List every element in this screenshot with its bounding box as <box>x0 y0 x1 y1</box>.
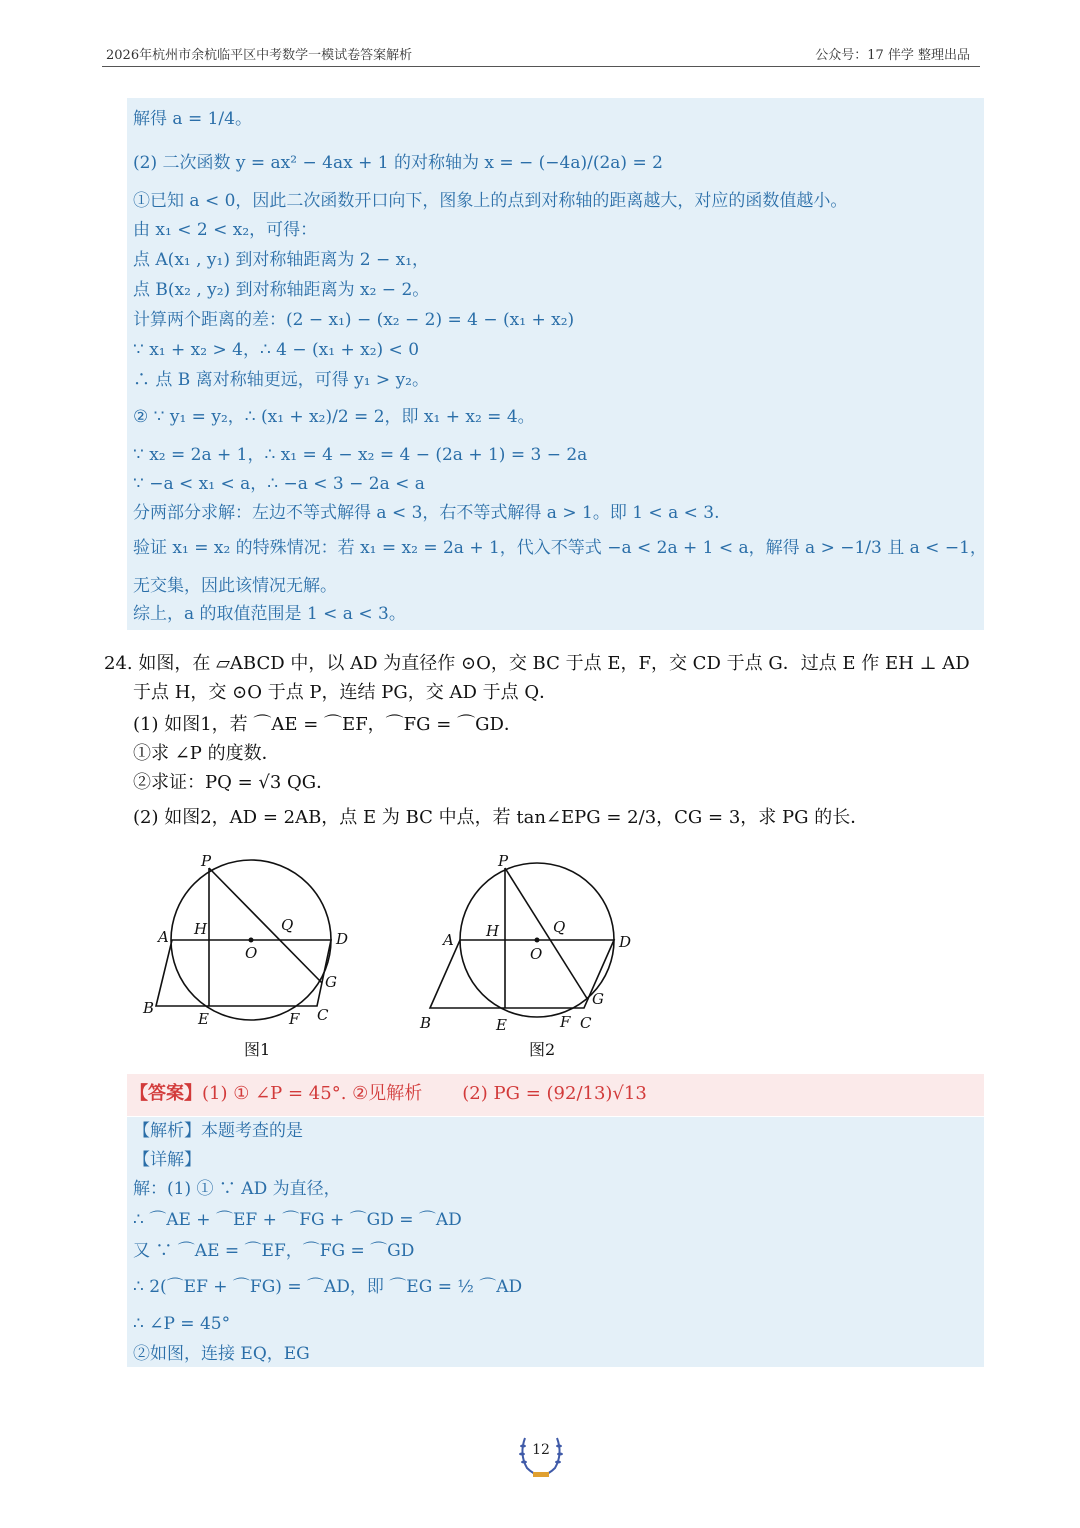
line-pg <box>505 868 588 1000</box>
label-b: B <box>143 999 155 1017</box>
label-a: A <box>443 931 454 949</box>
label-q: Q <box>281 916 294 934</box>
label-e: E <box>198 1010 209 1028</box>
label-h: H <box>194 920 208 938</box>
question-line: 于点 H，交 ⊙O 于点 P，连结 PG，交 AD 于点 Q． <box>133 682 558 703</box>
center-point-o <box>249 938 254 943</box>
solution-line: (2) 二次函数 y = ax² − 4ax + 1 的对称轴为 x = − (−4a)/(2a) = 2 <box>133 153 663 173</box>
question-line: (1) 如图1，若 ⌒AE = ⌒EF，⌒FG = ⌒GD． <box>133 714 522 735</box>
solution-line: ∵ x₂ = 2a + 1，∴ x₁ = 4 − x₂ = 4 − (2a + 1) = 3 − 2a <box>133 445 588 465</box>
label-a: A <box>158 928 169 946</box>
analysis-line: ∴ 2(⌒EF + ⌒FG) = ⌒AD，即 ⌒EG = ½ ⌒AD <box>133 1277 523 1297</box>
answer-bracket: 【答案】 <box>130 1083 202 1104</box>
geometry-figure-1 <box>140 850 370 1050</box>
analysis-line: ②如图，连接 EQ，EG <box>133 1344 310 1364</box>
label-g: G <box>592 990 604 1008</box>
solution-line: 解得 a = 1/4。 <box>133 109 252 129</box>
header-title: 2026年杭州市余杭临平区中考数学一模试卷答案解析 <box>106 48 413 63</box>
label-f: F <box>289 1010 300 1028</box>
solution-line: ①已知 a < 0，因此二次函数开口向下，图象上的点到对称轴的距离越大，对应的函数值越小。 <box>133 191 848 211</box>
solution-line: 综上，a 的取值范围是 1 < a < 3。 <box>133 604 406 624</box>
solution-line: ∵ x₁ + x₂ > 4，∴ 4 − (x₁ + x₂) < 0 <box>133 340 420 360</box>
solution-line: 无交集，因此该情况无解。 <box>133 576 337 596</box>
answer-part1: (1) ① ∠P = 45°. ②见解析 <box>202 1083 423 1104</box>
question-line: 24. 如图，在 ▱ABCD 中，以 AD 为直径作 ⊙O，交 BC 于点 E，F，交 CD 于点 G．过点 E 作 EH ⊥ AD <box>104 653 970 674</box>
header-publisher: 公众号：17 伴学 整理出品 <box>815 48 970 63</box>
label-g: G <box>325 973 337 991</box>
solution-line: ∵ −a < x₁ < a，∴ −a < 3 − 2a < a <box>133 474 425 494</box>
analysis-line: 又 ∵ ⌒AE = ⌒EF，⌒FG = ⌒GD <box>133 1241 415 1261</box>
figure-2-caption: 图2 <box>529 1040 556 1059</box>
label-o: O <box>245 944 258 962</box>
label-q: Q <box>553 918 566 936</box>
line-pg <box>209 868 322 983</box>
solution-line: 点 A(x₁ , y₁) 到对称轴距离为 2 − x₁， <box>133 250 430 270</box>
label-b: B <box>420 1014 432 1032</box>
analysis-line: 解：(1) ① ∵ AD 为直径， <box>133 1179 341 1199</box>
solution-line: 验证 x₁ = x₂ 的特殊情况：若 x₁ = x₂ = 2a + 1，代入不等式 −a < 2a + 1 < a，解得 a > −1/3 且 a < −1， <box>133 538 987 558</box>
label-c: C <box>317 1006 329 1024</box>
label-f: F <box>560 1013 571 1031</box>
analysis-line: ∴ ∠P = 45° <box>133 1314 231 1334</box>
geometry-figure-2 <box>415 850 645 1050</box>
parallelogram-abcd <box>156 940 331 1006</box>
page-number-badge <box>515 1430 567 1482</box>
label-d: D <box>619 933 632 951</box>
answer-part2: (2) PG = (92/13)√13 <box>462 1083 647 1104</box>
question-line: ②求证：PQ = √3 QG． <box>133 772 335 793</box>
solution-line: ② ∵ y₁ = y₂，∴ (x₁ + x₂)/2 = 2，即 x₁ + x₂ = 4。 <box>133 407 535 427</box>
label-h: H <box>486 922 500 940</box>
solution-line: 分两部分求解：左边不等式解得 a < 3，右不等式解得 a > 1。即 1 < a < 3. <box>133 503 720 523</box>
label-c: C <box>580 1014 592 1032</box>
page-number: 12 <box>532 1442 550 1458</box>
analysis-line: ∴ ⌒AE + ⌒EF + ⌒FG + ⌒GD = ⌒AD <box>133 1210 462 1230</box>
solution-line: 计算两个距离的差：(2 − x₁) − (x₂ − 2) = 4 − (x₁ + x₂) <box>133 310 575 330</box>
label-p: P <box>201 852 212 870</box>
label-o: O <box>530 945 543 963</box>
label-d: D <box>336 930 349 948</box>
solution-line: 点 B(x₂ , y₂) 到对称轴距离为 x₂ − 2。 <box>133 280 430 300</box>
page-header <box>102 44 980 67</box>
answer-line <box>130 1082 647 1106</box>
solution-line: ∴ 点 B 离对称轴更远，可得 y₁ > y₂。 <box>133 370 429 390</box>
analysis-line: 【解析】本题考查的是 <box>133 1121 303 1141</box>
analysis-line: 【详解】 <box>133 1150 201 1170</box>
center-point-o <box>535 938 540 943</box>
label-p: P <box>498 852 509 870</box>
solution-line: 由 x₁ < 2 < x₂，可得： <box>133 220 318 240</box>
figure-1-caption: 图1 <box>244 1040 271 1059</box>
label-e: E <box>496 1016 507 1034</box>
question-line: (2) 如图2，AD = 2AB，点 E 为 BC 中点，若 tan∠EPG = 2/3，CG = 3，求 PG 的长． <box>133 807 869 828</box>
question-line: ①求 ∠P 的度数． <box>133 743 280 764</box>
